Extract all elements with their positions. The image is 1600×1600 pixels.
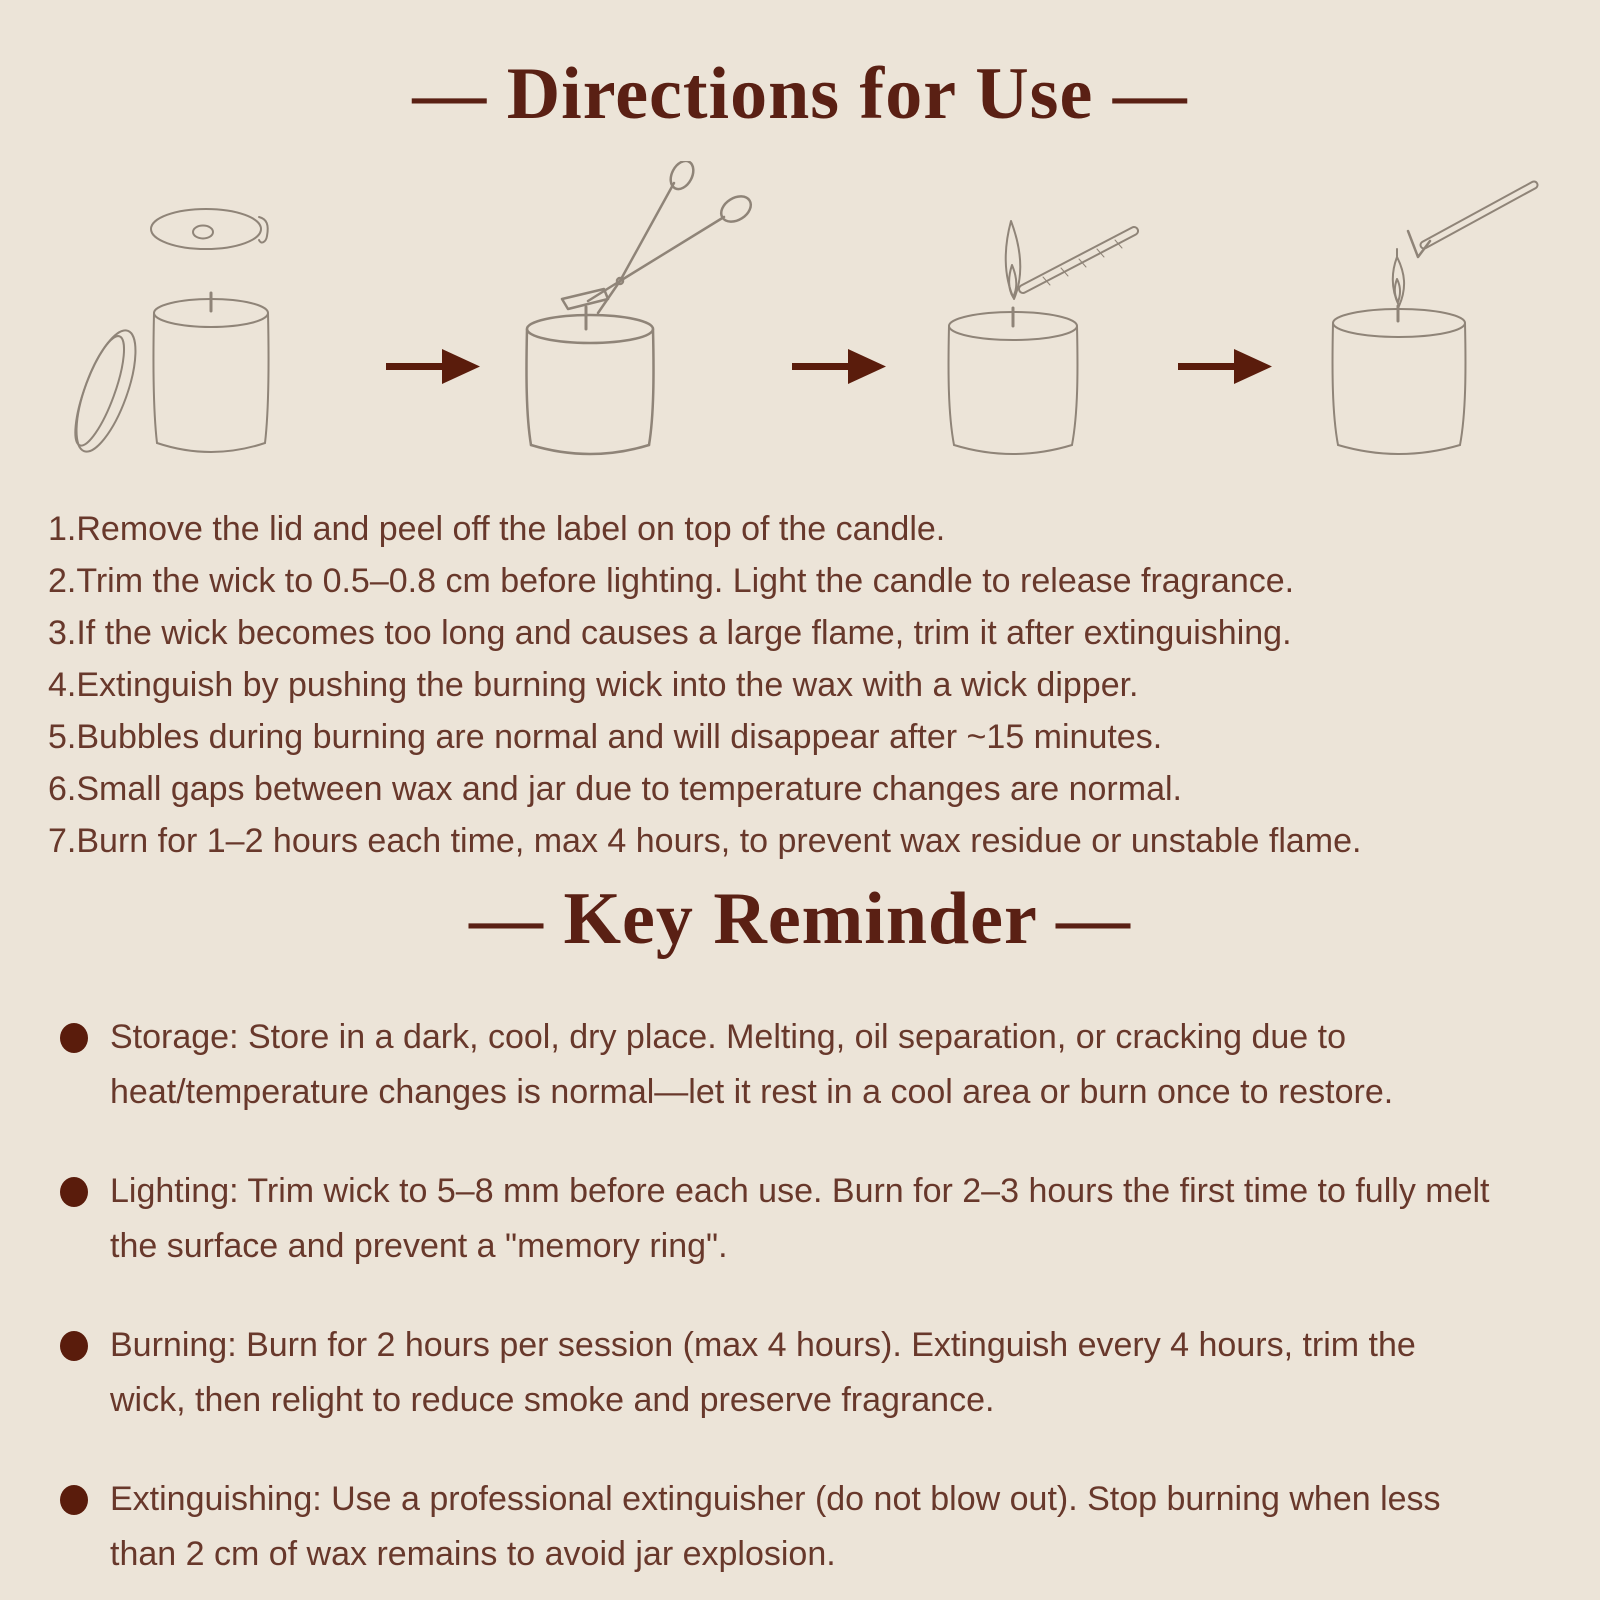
steps-illustration-row <box>0 161 1600 461</box>
reminder-text: Storage: Store in a dark, cool, dry place. Melting, oil separation, or cracking due to heat/temperature changes is normal—let it rest in a cool area or burn once to restore. <box>110 1018 1394 1112</box>
reminder-item-storage <box>60 1010 1600 1120</box>
reminder-item-burning <box>60 1318 1600 1428</box>
step-item: 3.If the wick becomes too long and causes a large flame, trim it after extinguishing. <box>48 614 1292 653</box>
step-item: 6.Small gaps between wax and jar due to temperature changes are normal. <box>48 770 1182 809</box>
candle-lighting-illustration <box>908 161 1158 461</box>
step-item: 5.Bubbles during burning are normal and will disappear after ~15 minutes. <box>48 718 1163 757</box>
candle-trim-wick-illustration <box>502 161 772 461</box>
arrow-right-icon <box>384 343 484 389</box>
reminder-item-lighting <box>60 1164 1600 1274</box>
directions-steps-list <box>48 503 1600 867</box>
bullet-dot-icon <box>60 1331 88 1361</box>
step-item: 1.Remove the lid and peel off the label on top of the candle. <box>48 510 946 549</box>
reminder-item-extinguishing <box>60 1472 1600 1582</box>
step-item: 2.Trim the wick to 0.5–0.8 cm before lighting. Light the candle to release fragrance. <box>48 562 1295 601</box>
candle-extinguish-illustration <box>1294 161 1554 461</box>
bullet-dot-icon <box>60 1177 88 1207</box>
reminder-text: Burning: Burn for 2 hours per session (max 4 hours). Extinguish every 4 hours, trim the wick, then relight to reduce smoke and preserve fragrance. <box>110 1326 1416 1420</box>
step-item: 4.Extinguish by pushing the burning wick into the wax with a wick dipper. <box>48 666 1139 705</box>
reminder-text: Lighting: Trim wick to 5–8 mm before each use. Burn for 2–3 hours the first time to fully melt the surface and prevent a "memory ring". <box>110 1172 1490 1266</box>
bullet-dot-icon <box>60 1023 88 1053</box>
bullet-dot-icon <box>60 1485 88 1515</box>
directions-title: — Directions for Use — <box>412 53 1188 135</box>
step-item: 7.Burn for 1–2 hours each time, max 4 hours, to prevent wax residue or unstable flame. <box>48 822 1362 861</box>
arrow-right-icon <box>1176 343 1276 389</box>
candle-remove-lid-illustration <box>46 161 366 461</box>
reminder-text: Extinguishing: Use a professional extinguisher (do not blow out). Stop burning when less than 2 cm of wax remains to avoid jar explosion. <box>110 1480 1441 1574</box>
key-reminder-title: — Key Reminder — <box>468 878 1132 961</box>
arrow-right-icon <box>790 343 890 389</box>
key-reminder-list <box>60 1010 1600 1582</box>
